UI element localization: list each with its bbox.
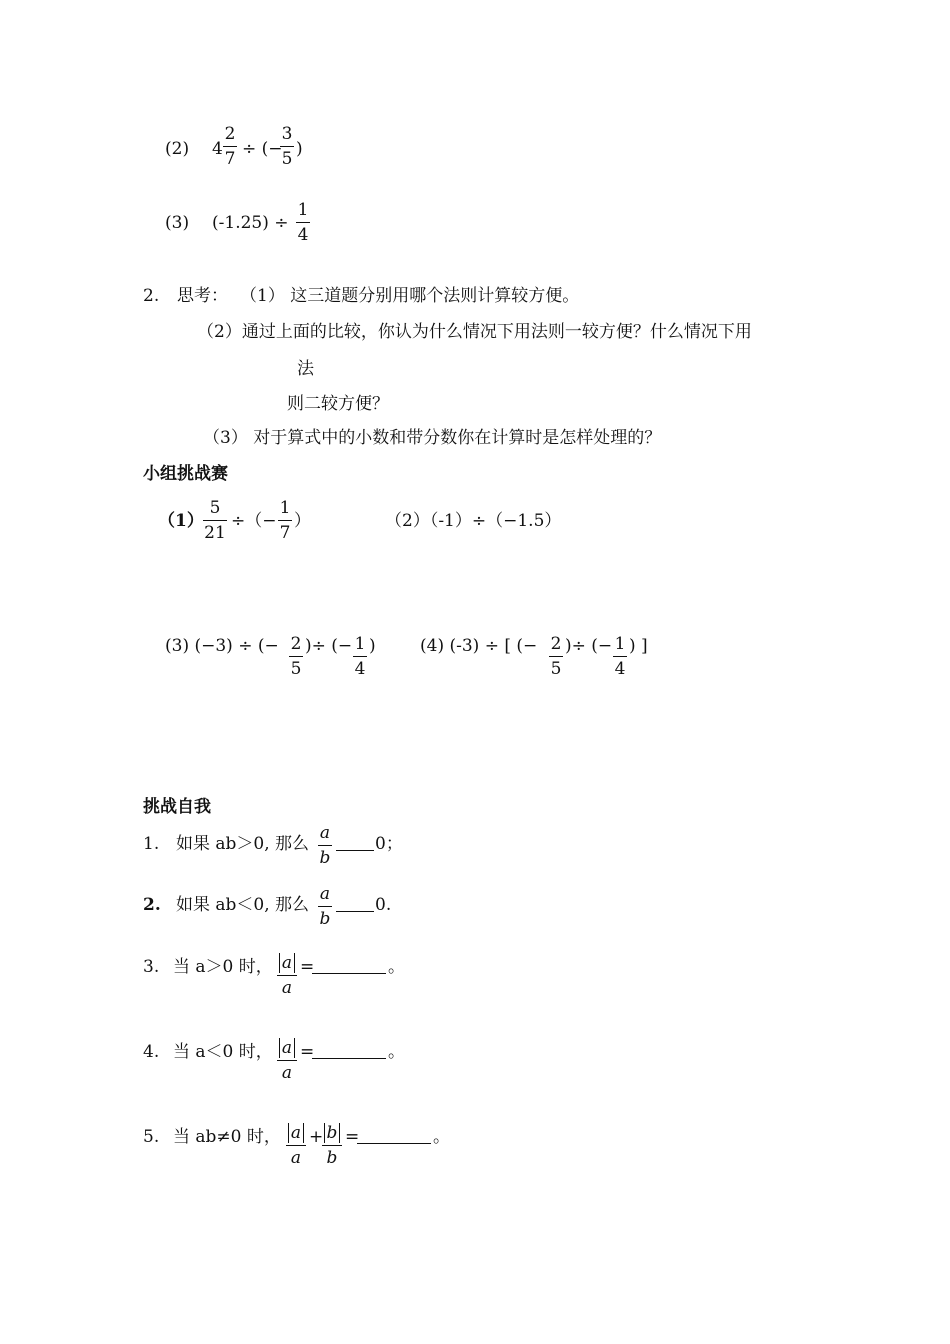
think-question-2-end: 则二较方便？ bbox=[287, 394, 389, 414]
problem-3-number: (3) bbox=[165, 213, 190, 233]
self-item-1-number: 1. bbox=[143, 834, 160, 854]
problem-2-fraction-1: $\frac{2}{7}$ bbox=[224, 124, 236, 169]
group-q3-fraction-1: $\frac{2}{5}$ bbox=[290, 634, 302, 679]
think-number: 2. bbox=[143, 286, 160, 306]
group-q3-fraction-2: $\frac{1}{4}$ bbox=[354, 634, 366, 679]
group-q1-number: （1） bbox=[158, 511, 204, 531]
group-q1-operator: ÷（− bbox=[231, 511, 277, 531]
problem-3-fraction: $\frac{1}{4}$ bbox=[297, 200, 309, 245]
self-item-5-equals: = bbox=[345, 1127, 360, 1147]
group-q2-expression: （2）（-1）÷（−1.5） bbox=[385, 511, 562, 531]
self-item-5-fraction-1: $\frac{a}{a}$ bbox=[286, 1125, 306, 1167]
self-item-3-tail: 。 bbox=[388, 957, 405, 977]
self-item-3-text: 当 a＞0 时， bbox=[173, 957, 273, 977]
group-q3-close: ) bbox=[369, 636, 376, 656]
group-q1-fraction-1: $\frac{5}{21}$ bbox=[204, 498, 226, 543]
think-label: 思考： bbox=[177, 286, 228, 306]
self-item-4-tail: 。 bbox=[388, 1042, 405, 1062]
problem-3-expression: (-1.25) ÷ bbox=[212, 213, 289, 233]
self-item-5-number: 5. bbox=[143, 1127, 160, 1147]
self-item-2-fraction: $\frac{a}{b}$ bbox=[319, 884, 331, 929]
self-item-4-equals: = bbox=[300, 1042, 315, 1062]
self-item-5-tail: 。 bbox=[433, 1127, 450, 1147]
self-item-2-tail: 0. bbox=[375, 895, 392, 915]
problem-2-number: (2) bbox=[165, 139, 190, 159]
self-item-1-tail: 0； bbox=[375, 834, 403, 854]
self-item-2-blank[interactable] bbox=[336, 897, 374, 916]
self-item-5-fraction-2: $\frac{b}{b}$ bbox=[322, 1125, 342, 1167]
group-q1-fraction-2: $\frac{1}{7}$ bbox=[279, 498, 291, 543]
think-question-1: （1） 这三道题分别用哪个法则计算较方便。 bbox=[240, 286, 580, 306]
self-item-3-number: 3. bbox=[143, 957, 160, 977]
self-item-5-plus: + bbox=[309, 1127, 324, 1147]
self-item-5-text: 当 ab≠0 时， bbox=[173, 1127, 281, 1147]
self-item-1-blank[interactable] bbox=[336, 836, 374, 855]
problem-2-whole: 4 bbox=[212, 139, 223, 159]
self-item-3-blank[interactable] bbox=[312, 959, 386, 978]
problem-2-close: ) bbox=[296, 139, 303, 159]
group-q4-close: ) ] bbox=[629, 636, 648, 656]
problem-2-operator: ÷ (− bbox=[242, 139, 283, 159]
problem-2-fraction-2: $\frac{3}{5}$ bbox=[281, 124, 293, 169]
think-question-2-cont: 法 bbox=[297, 359, 314, 379]
self-item-4-text: 当 a＜0 时， bbox=[173, 1042, 273, 1062]
self-item-5-blank[interactable] bbox=[357, 1129, 431, 1148]
self-item-1-text: 如果 ab＞0, 那么 bbox=[176, 834, 310, 854]
group-q4-fraction-1: $\frac{2}{5}$ bbox=[550, 634, 562, 679]
group-q4-mid: )÷ (− bbox=[565, 636, 613, 656]
self-item-3-fraction: $\frac{a}{a}$ bbox=[277, 955, 297, 997]
group-q3-mid: )÷ (− bbox=[305, 636, 353, 656]
self-item-3-equals: = bbox=[300, 957, 315, 977]
self-item-2-text: 如果 ab＜0, 那么 bbox=[176, 895, 310, 915]
think-question-3: （3） 对于算式中的小数和带分数你在计算时是怎样处理的？ bbox=[203, 428, 662, 448]
self-item-4-fraction: $\frac{a}{a}$ bbox=[277, 1040, 297, 1082]
group-q1-close: ） bbox=[294, 511, 311, 531]
group-q4-fraction-2: $\frac{1}{4}$ bbox=[614, 634, 626, 679]
group-challenge-heading: 小组挑战赛 bbox=[143, 464, 228, 484]
self-challenge-heading: 挑战自我 bbox=[143, 797, 211, 817]
self-item-1-fraction: $\frac{a}{b}$ bbox=[319, 823, 331, 868]
self-item-4-number: 4. bbox=[143, 1042, 160, 1062]
group-q4-lead: (4) (-3) ÷ [ (− bbox=[420, 636, 538, 656]
think-question-2: （2）通过上面的比较，你认为什么情况下用法则一较方便？什么情况下用 bbox=[197, 322, 752, 342]
self-item-4-blank[interactable] bbox=[312, 1044, 386, 1063]
self-item-2-number: 2. bbox=[143, 895, 161, 915]
group-q3-lead: (3) (−3) ÷ (− bbox=[165, 636, 279, 656]
